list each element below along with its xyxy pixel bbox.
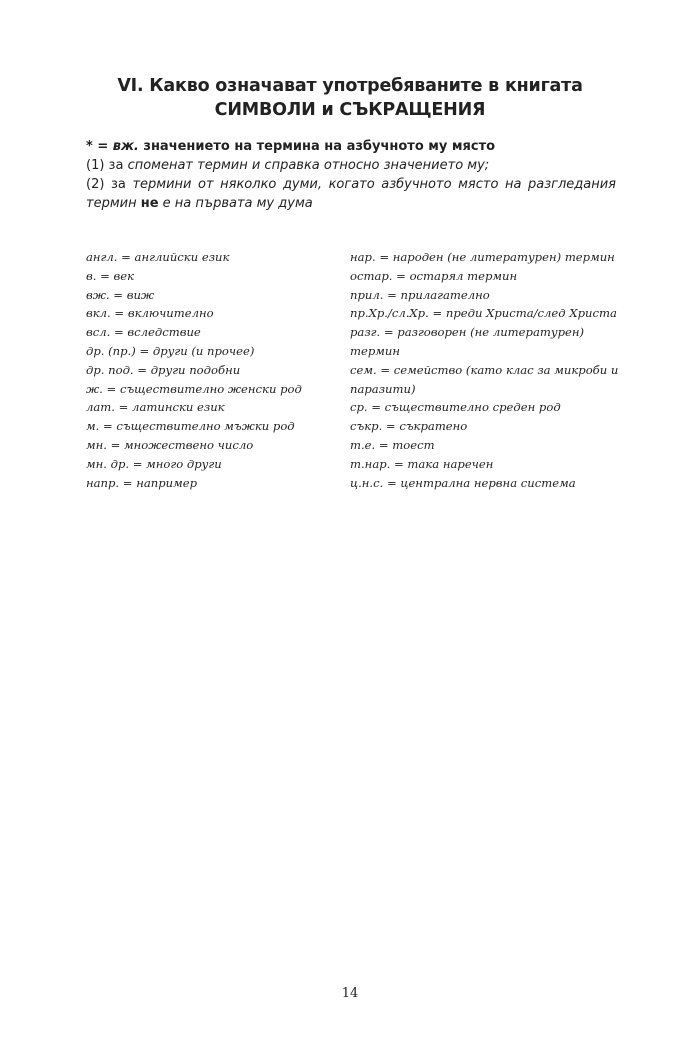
abbreviation-item: напр. = например: [86, 475, 198, 490]
abbreviations-right-column: [350, 248, 625, 492]
legend-item-2-cont-bold: не: [140, 196, 159, 211]
star-symbol: * =: [86, 139, 113, 154]
star-symbol-definition: [86, 137, 616, 156]
abbreviation-item: м. = съществително мъжки род: [86, 419, 295, 434]
abbreviation-item: англ. = английски език: [86, 250, 230, 264]
abbreviation-item: всл. = вследствие: [86, 325, 201, 340]
section-title-line-1: VI. Какво означават употребяваните в книгата: [117, 76, 583, 96]
abbreviation-item: вж. = виж: [86, 287, 155, 302]
abbreviation-item: ж. = съществително женски род: [86, 381, 302, 396]
abbreviation-item: мн. = множествено число: [86, 437, 254, 452]
abbreviation-item-continuation: паразити): [350, 381, 416, 396]
legend-item-2-continuation: [86, 194, 616, 213]
abbreviation-item: нар. = народен (не литературен) термин: [350, 250, 615, 264]
abbreviation-item: т.е. = тоест: [350, 437, 435, 452]
star-meaning: значението на термина на азбучното му място: [138, 139, 496, 154]
abbreviation-item: ср. = съществително среден род: [350, 400, 561, 415]
abbreviation-item: прил. = прилагателно: [350, 287, 490, 302]
legend-item-1: [86, 156, 616, 175]
abbreviation-item: пр.Хр./сл.Хр. = преди Христа/след Христа: [350, 306, 617, 321]
legend-item-2: [86, 175, 616, 194]
abbreviation-item: др. (пр.) = други (и прочее): [86, 343, 255, 358]
abbreviation-item: вкл. = включително: [86, 306, 214, 321]
abbreviation-item: сем. = семейство (като клас за микроби и: [350, 362, 619, 377]
abbreviation-item: съкр. = съкратено: [350, 419, 468, 434]
legend-item-2-cont-a: термин: [86, 196, 141, 211]
abbreviation-item: в. = век: [86, 268, 135, 283]
legend-item-1-text: споменат термин и справка относно значението му;: [127, 158, 490, 173]
page-number: 14: [341, 986, 359, 1001]
legend-item-2-cont-b: е на първата му дума: [158, 196, 313, 211]
legend-item-2-text: термини от няколко думи, когато азбучното място на разгледания: [132, 177, 616, 192]
section-title: [0, 74, 700, 122]
star-abbreviation: вж.: [112, 139, 139, 154]
abbreviation-item: разг. = разговорен (не литературен): [350, 325, 585, 340]
symbol-legend: [86, 137, 616, 213]
abbreviation-item: мн. др. = много други: [86, 456, 222, 471]
abbreviation-item: лат. = латински език: [86, 400, 225, 415]
abbreviation-item: др. под. = други подобни: [86, 362, 241, 377]
section-title-line-2: СИМВОЛИ и СЪКРАЩЕНИЯ: [214, 100, 486, 120]
abbreviation-item: остар. = остарял термин: [350, 268, 518, 283]
abbreviations-left-column: [86, 248, 336, 492]
legend-item-1-number: (1) за: [86, 158, 128, 173]
legend-item-2-number: (2) за: [86, 177, 133, 192]
abbreviation-item-continuation: термин: [350, 343, 400, 358]
abbreviation-item: ц.н.с. = централна нервна система: [350, 475, 576, 490]
abbreviation-item: т.нар. = така наречен: [350, 456, 494, 471]
